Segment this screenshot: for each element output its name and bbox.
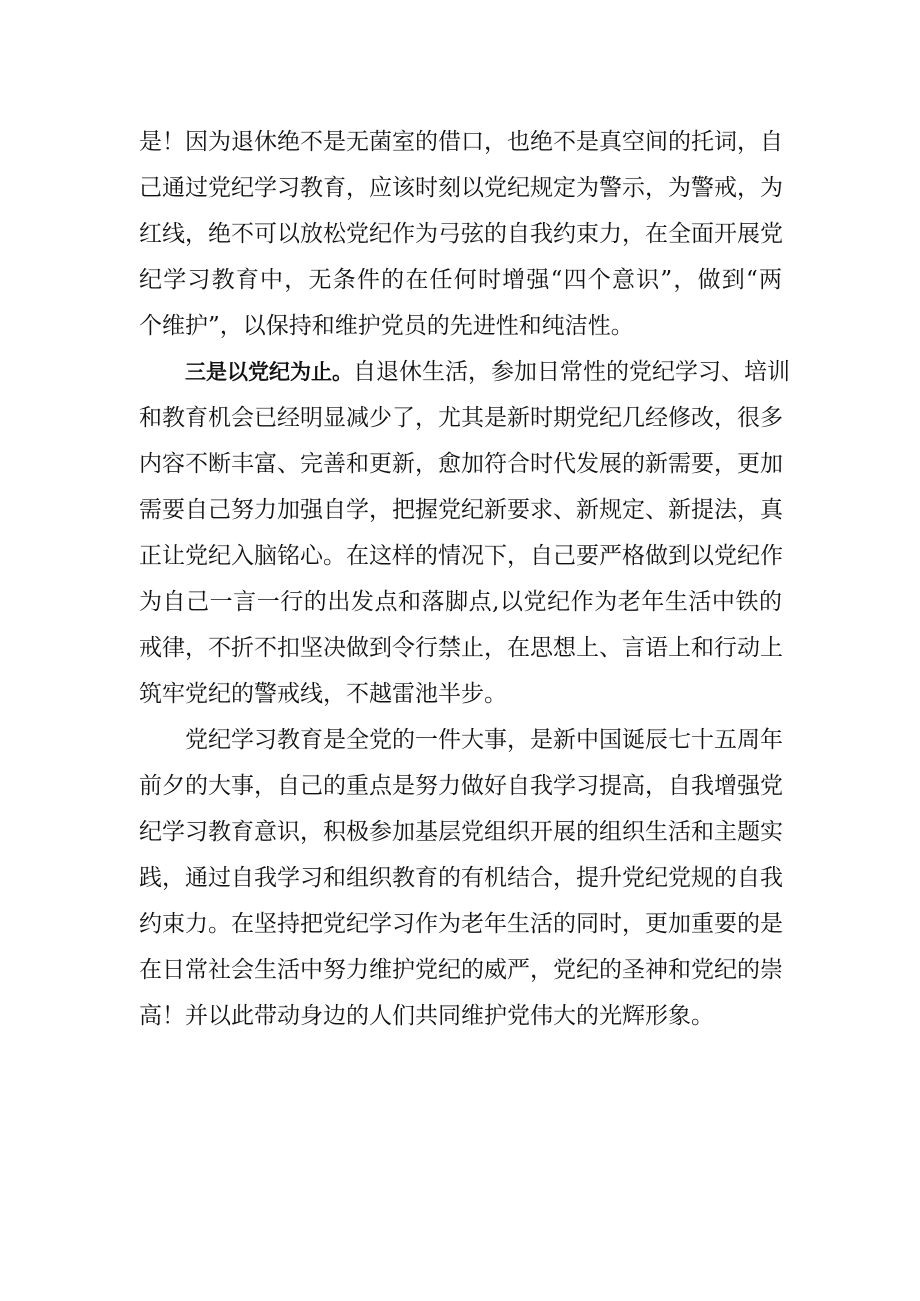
paragraph-2	[139, 349, 790, 717]
text-line: 个维护”，以保持和维护党员的先进性和纯洁性。	[139, 313, 634, 339]
text-line: 在日常社会生活中努力维护党纪的威严，党纪的圣神和党纪的崇	[139, 957, 783, 983]
paragraph-3	[139, 717, 782, 1039]
text-line: 是！因为退休绝不是无菌室的借口，也绝不是真空间的托词，自	[139, 129, 783, 155]
text-line: 和教育机会已经明显减少了，尤其是新时期党纪几经修改，很多	[139, 405, 783, 431]
text-line: 戒律，不折不扣坚决做到令行禁止，在思想上、言语上和行动上	[139, 635, 783, 661]
text-line: 正让党纪入脑铭心。在这样的情况下，自己要严格做到以党纪作	[139, 543, 783, 569]
text-line: 需要自己努力加强自学，把握党纪新要求、新规定、新提法，真	[139, 497, 783, 523]
document-body	[139, 119, 790, 1039]
text-line: 为自己一言一行的出发点和落脚点,以党纪作为老年生活中铁的	[139, 589, 782, 615]
text-line: 高！并以此带动身边的人们共同维护党伟大的光辉形象。	[139, 1003, 714, 1029]
text-line: 纪学习教育中，无条件的在任何时增强“四个意识”，做到“两	[139, 267, 782, 293]
paragraph-1	[139, 119, 782, 349]
section-lead-heading: 三是以党纪为止。	[185, 360, 353, 384]
text-line: 约束力。在坚持把党纪学习作为老年生活的同时，更加重要的是	[139, 911, 783, 937]
text-line: 筑牢党纪的警戒线，不越雷池半步。	[139, 681, 507, 707]
text-line-body: 自退休生活，参加日常性的党纪学习、培训	[353, 359, 790, 385]
text-line: 践，通过自我学习和组织教育的有机结合，提升党纪党规的自我	[139, 865, 783, 891]
text-line: 己通过党纪学习教育，应该时刻以党纪规定为警示，为警戒，为	[139, 175, 783, 201]
text-line: 内容不断丰富、完善和更新，愈加符合时代发展的新需要，更加	[139, 451, 783, 477]
text-line	[139, 349, 790, 395]
text-line: 党纪学习教育是全党的一件大事，是新中国诞辰七十五周年	[185, 727, 783, 753]
text-line: 红线，绝不可以放松党纪作为弓弦的自我约束力，在全面开展党	[139, 221, 783, 247]
text-line: 纪学习教育意识，积极参加基层党组织开展的组织生活和主题实	[139, 819, 783, 845]
text-line: 前夕的大事，自己的重点是努力做好自我学习提高，自我增强党	[139, 773, 783, 799]
